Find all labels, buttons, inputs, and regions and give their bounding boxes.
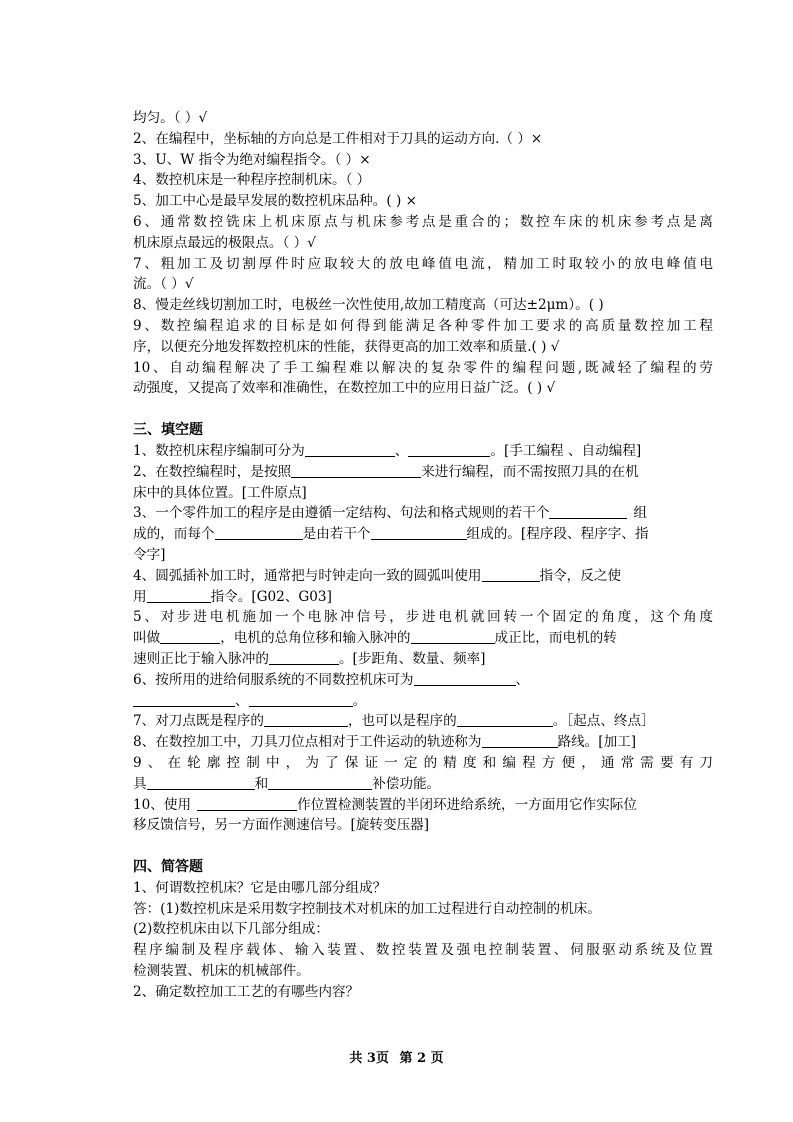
fill-text: 组: [633, 505, 648, 522]
fill-q3-end: 令字]: [133, 546, 166, 563]
blank-line: [305, 442, 395, 457]
blank-line: [147, 588, 211, 603]
fill-q9-cont: [133, 774, 713, 795]
fill-text: 指令。[G02、G03]: [210, 588, 332, 605]
fill-q4: [133, 566, 713, 587]
document-body: [133, 108, 713, 1003]
fill-text: 具: [133, 775, 147, 792]
fill-text: 10、使用: [133, 796, 192, 813]
fill-q2-cont: 床中的具体位置。[工件原点]: [133, 484, 307, 501]
tf-line: 均匀。（ ）√: [133, 110, 208, 126]
fill-text: 组成的。[程序段、程序字、指: [466, 526, 649, 543]
section-title-short: 四、简答题: [133, 859, 203, 876]
fill-q6-cont: [133, 691, 713, 712]
fill-text: 叫做: [133, 630, 161, 647]
tf-q4: 4、数控机床是一种程序控制机床。（ ）: [133, 172, 371, 189]
tf-q10-cont: 动强度，又提高了效率和准确性，在数控加工中的应用日益广泛。( ) √: [133, 380, 556, 397]
fill-text: 路线。[加工]: [557, 734, 637, 751]
tf-q3: 3、U、W 指令为绝对编程指令。（ ）×: [133, 151, 371, 168]
tf-q2: 2、在编程中，坐标轴的方向总是工件相对于刀具的运动方向.（ ）×: [133, 130, 543, 147]
fill-text: 。［起点、终点］: [552, 713, 655, 730]
fill-text: 。[步距角、数量、频率]: [338, 650, 486, 667]
short-q2: 2、确定数控加工工艺的有哪些内容？: [133, 983, 360, 1000]
fill-q2: [133, 462, 713, 483]
page-number: 第 2 页: [399, 1051, 444, 1066]
fill-q3: [133, 503, 713, 524]
fill-text: 4、圆弧插补加工时，通常把与时钟走向一致的圆弧叫使用: [133, 567, 482, 584]
fill-text: 用: [133, 588, 147, 605]
blank-line: [482, 567, 540, 582]
tf-q5: 5、加工中心是最早发展的数控机床品种。( ) ×: [133, 193, 417, 210]
tf-q9: 9、数控编程追求的目标是如何得到能满足各种零件加工要求的高质量数控加工程: [133, 317, 713, 334]
fill-q8: [133, 732, 713, 753]
blank-line: [269, 650, 339, 665]
fill-text: 。: [352, 692, 367, 709]
blank-line: [160, 629, 220, 644]
blank-line: [147, 775, 255, 790]
blank-line: [457, 712, 553, 727]
tf-q7: 7、粗加工及切割厚件时应取较大的放电峰值电流，精加工时取较小的放电峰值电: [133, 255, 713, 272]
fill-text: 成正比，而电机的转: [494, 630, 617, 647]
fill-text: 指令，反之使: [539, 567, 622, 584]
fill-text: ，也可以是程序的: [348, 713, 457, 730]
tf-q8: 8、慢走丝线切割加工时，电极丝一次性使用,故加工精度高（可达±2μm）。( ): [133, 297, 604, 314]
fill-q10: [133, 795, 713, 816]
fill-text: 补偿功能。: [372, 775, 441, 792]
short-a1-4: 检测装置、机床的机械部件。: [133, 963, 310, 980]
blank-line: [482, 733, 558, 748]
fill-text: 成的，而每个: [133, 526, 215, 543]
fill-q4-cont: [133, 587, 713, 608]
fill-text: 6、按所用的进给伺服系统的不同数控机床可为: [133, 671, 414, 688]
tf-q6: 6、通常数控铣床上机床原点与机床参考点是重合的；数控车床的机床参考点是离: [133, 213, 713, 230]
fill-text: 速则正比于输入脉冲的: [133, 650, 269, 667]
fill-q5-cont: [133, 628, 713, 649]
short-a1-3: 程序编制及程序载体、输入装置、数控装置及强电控制装置、伺服驱动系统及位置: [133, 942, 713, 959]
fill-q3-cont: [133, 524, 713, 545]
short-a1: 答：(1)数控机床是采用数字控制技术对机床的加工过程进行自动控制的机床。: [133, 900, 601, 917]
blank-line: [371, 525, 467, 540]
tf-q9-cont: 序，以便充分地发挥数控机床的性能，获得更高的加工效率和质量.( ) √: [133, 338, 560, 355]
fill-text: 来进行编程，而不需按照刀具的在机: [421, 463, 639, 480]
fill-text: ，电机的总角位移和输入脉冲的: [220, 630, 411, 647]
fill-text: 2、在数控编程时，是按照: [133, 463, 292, 480]
blank-line: [249, 692, 353, 707]
fill-q6: [133, 670, 713, 691]
blank-line: [215, 525, 303, 540]
fill-q10-cont: 移反馈信号，另一方面作测速信号。[旋转变压器]: [133, 817, 430, 834]
fill-text: 8、在数控加工中，刀具刀位点相对于工件运动的轨迹称为: [133, 734, 482, 751]
page-total: 共 3页: [349, 1051, 389, 1066]
fill-text: 7、对刀点既是程序的: [133, 713, 264, 730]
fill-q9: 9、在轮廓控制中，为了保证一定的精度和编程方便，通常需要有刀: [133, 754, 713, 771]
blank-line: [549, 504, 627, 519]
tf-q10: 10、自动编程解决了手工编程难以解决的复杂零件的编程问题,既减轻了编程的劳: [133, 359, 713, 376]
fill-q1: [133, 441, 713, 462]
fill-text: 。[手工编程 、自动编程]: [490, 442, 642, 459]
blank-line: [197, 796, 297, 811]
tf-q7-cont: 流。（ ）√: [133, 276, 194, 293]
fill-q5: 5、对步进电机施加一个电脉冲信号，步进电机就回转一个固定的角度，这个角度: [133, 609, 713, 626]
fill-text: 作位置检测装置的半闭环进给系统，一方面用它作实际位: [297, 796, 637, 813]
fill-q5-end: [133, 649, 713, 670]
fill-q7: [133, 711, 713, 732]
blank-line: [268, 775, 372, 790]
blank-line: [408, 442, 490, 457]
fill-text: 是由若干个: [302, 526, 371, 543]
blank-line: [133, 692, 235, 707]
fill-text: 1、数控机床程序编制可分为: [133, 442, 305, 459]
fill-text: 3、一个零件加工的程序是由遵循一定结构、句法和格式规则的若干个: [133, 505, 550, 522]
fill-text: 、: [235, 692, 249, 709]
section-title-fill: 三、填空题: [133, 422, 203, 439]
blank-line: [414, 671, 516, 686]
short-q1: 1、何谓数控机床？它是由哪几部分组成？: [133, 879, 387, 896]
short-a1-2: (2)数控机床由以下几部分组成：: [133, 921, 329, 938]
tf-q6-cont: 机床原点最远的极限点。（ ）√: [133, 234, 316, 251]
blank-line: [411, 629, 495, 644]
fill-text: 、: [394, 442, 409, 459]
blank-line: [264, 712, 348, 727]
blank-line: [291, 463, 421, 478]
page-footer: [0, 1047, 793, 1066]
fill-text: 和: [254, 775, 269, 792]
fill-text: 、: [515, 671, 530, 688]
